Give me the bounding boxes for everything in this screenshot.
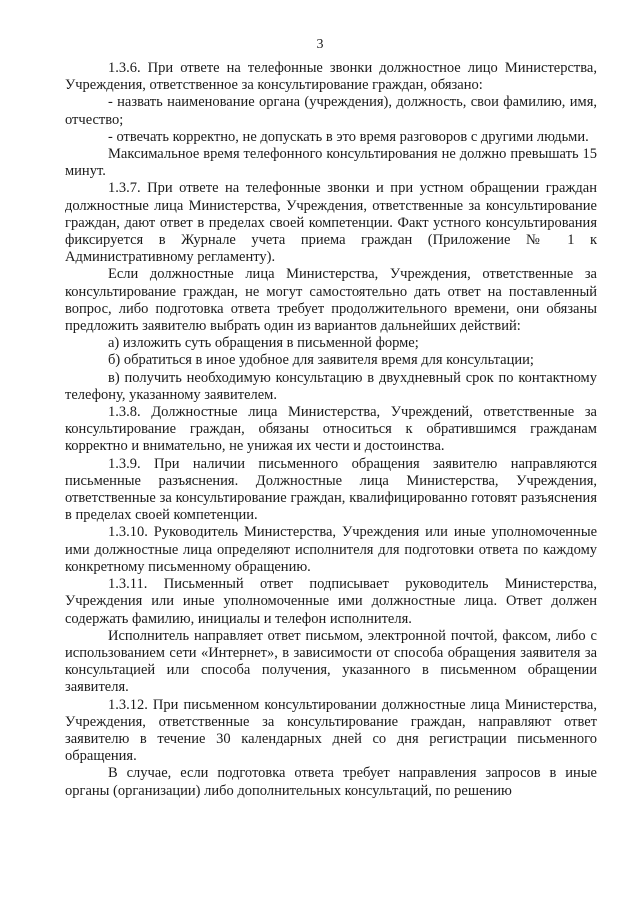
document-body xyxy=(65,60,597,800)
paragraph-if-cannot-answer: Если должностные лица Министерства, Учреждения, ответственные за консультирование граждан, не могут самостоятельно дать ответ на поставленный вопрос, либо подготовка ответа требует продолжительного времени, они обязаны предложить заявителю выбрать один из вариантов дальнейших действий: xyxy=(65,266,597,335)
paragraph-1-3-12: 1.3.12. При письменном консультировании должностные лица Министерства, Учреждения, ответственные за консультирование граждан, направляют ответ заявителю в течение 30 календарных дней со дня регистрации письменного обращения. xyxy=(65,696,597,765)
paragraph-1-3-10: 1.3.10. Руководитель Министерства, Учреждения или иные уполномоченные ими должностные лица определяют исполнителя для подготовки ответа по каждому конкретному письменному обращению. xyxy=(65,524,597,575)
page-number: 3 xyxy=(316,37,324,52)
paragraph-1-3-6: 1.3.6. При ответе на телефонные звонки должностное лицо Министерства, Учреждения, ответственное за консультирование граждан, обязано: xyxy=(65,60,597,94)
option-a: а) изложить суть обращения в письменной форме; xyxy=(108,335,419,352)
paragraph-max-time: Максимальное время телефонного консультирования не должно превышать 15 минут. xyxy=(65,146,597,180)
option-c: в) получить необходимую консультацию в двухдневный срок по контактному телефону, указанному заявителем. xyxy=(65,369,597,403)
paragraph-requests-needed: В случае, если подготовка ответа требует направления запросов в иные органы (организации) либо дополнительных консультаций, по решению xyxy=(65,765,597,799)
paragraph-1-3-8: 1.3.8. Должностные лица Министерства, Учреждений, ответственные за консультирование граждан, обязаны относиться к обратившимся гражданам корректно и внимательно, не унижая их чести и достоинства. xyxy=(65,404,597,455)
paragraph-1-3-9: 1.3.9. При наличии письменного обращения заявителю направляются письменные разъяснения. Должностные лица Министерства, Учреждения, ответственные за консультирование граждан, квалифицированно готовят разъяснения в пределах своей компетенции. xyxy=(65,455,597,524)
paragraph-1-3-7: 1.3.7. При ответе на телефонные звонки и при устном обращении граждан должностные лица Министерства, Учреждения, ответственные за консультирование граждан, дают ответ в пределах своей компетенции. Факт устного консультирования фиксируется в Журнале учета приема граждан (Приложение № 1 к Административному регламенту). xyxy=(65,180,597,266)
paragraph-1-3-11: 1.3.11. Письменный ответ подписывает руководитель Министерства, Учреждения или иные уполномоченные ими должностные лица. Ответ должен содержать фамилию, инициалы и телефон исполнителя. xyxy=(65,576,597,627)
paragraph-executor-sends: Исполнитель направляет ответ письмом, электронной почтой, факсом, либо с использованием сети «Интернет», в зависимости от способа обращения заявителя за консультацией или способа получения, указанного в письменном обращении заявителя. xyxy=(65,627,597,696)
list-item-name-position: - назвать наименование органа (учреждения), должность, свои фамилию, имя, отчество; xyxy=(65,94,597,128)
list-item-answer-correctly: - отвечать корректно, не допускать в это время разговоров с другими людьми. xyxy=(108,128,589,145)
option-b: б) обратиться в иное удобное для заявителя время для консультации; xyxy=(108,352,534,369)
